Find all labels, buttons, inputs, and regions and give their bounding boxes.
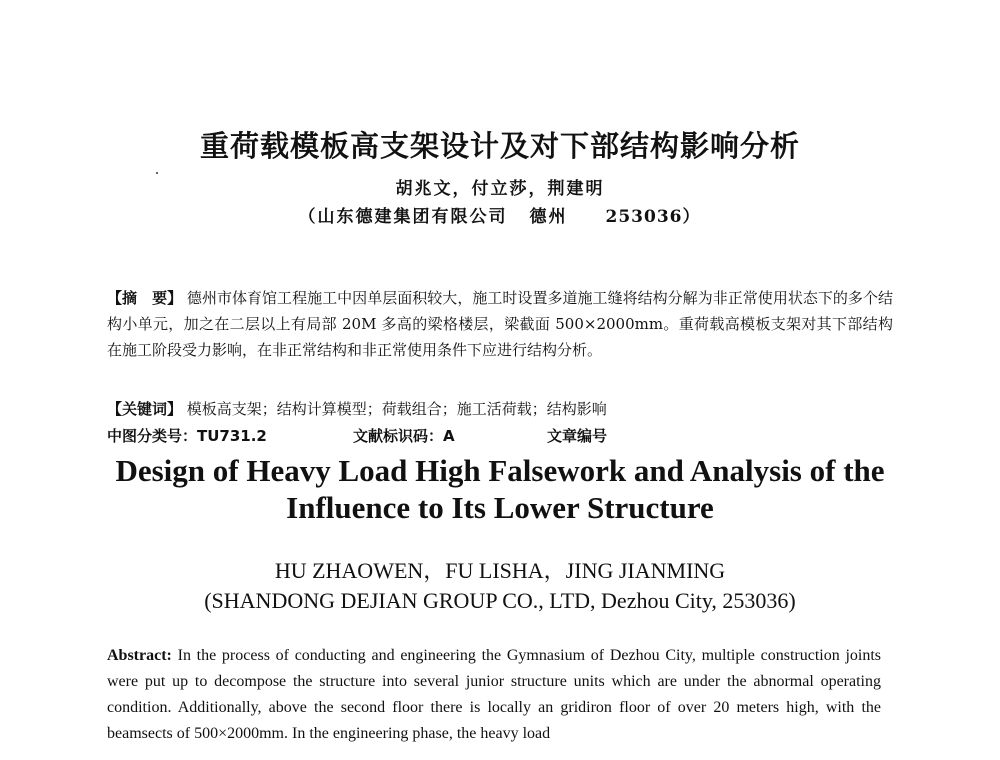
classification-line xyxy=(107,423,893,449)
chinese-abstract-text: 德州市体育馆工程施工中因单层面积较大，施工时设置多道施工缝将结构分解为非正常使用状态下的多个结构小单元，加之在二层以上有局部 20M 多高的梁格楼层，梁截面 500×2000mm。重荷载高模板支架对其下部结构在施工阶段受力影响，在非正常结构和非正常使用条件下应进行结构分析。 xyxy=(107,289,893,359)
english-abstract-label: Abstract: xyxy=(107,647,172,664)
clc-number: 中图分类号：TU731.2 xyxy=(107,427,267,445)
affiliation-organization: 山东德建集团有限公司 xyxy=(317,207,508,227)
english-title: Design of Heavy Load High Falsework and Analysis of the Influence to Its Lower Structure xyxy=(115,453,885,525)
affiliation-open-paren: （ xyxy=(298,207,318,227)
english-abstract-text: In the process of conducting and engineering the Gymnasium of Dezhou City, multiple construction joints were put up to decompose the structure into several junior structure units which are under the abnormal operating condition. Additionally, above the second floor there is locally an gridiron floor of over 20 meters high, with the beamsects of 500×2000mm. In the engineering phase, the heavy load xyxy=(107,647,882,742)
english-affiliation: (SHANDONG DEJIAN GROUP CO., LTD, Dezhou City, 253036) xyxy=(204,588,796,613)
article-number: 文章编号 xyxy=(547,427,608,445)
affiliation-close-paren: ） xyxy=(682,207,702,227)
chinese-authors: 胡兆文，付立莎，荆建明 xyxy=(395,179,605,199)
chinese-abstract-label: 【摘 要】 xyxy=(107,289,183,307)
affiliation-postcode: 253036 xyxy=(605,207,683,227)
document-code: 文献标识码：A xyxy=(353,427,455,445)
chinese-abstract xyxy=(107,285,893,363)
chinese-keywords xyxy=(107,396,893,422)
chinese-affiliation xyxy=(0,202,1000,227)
chinese-title: 重荷载模板高支架设计及对下部结构影响分析 xyxy=(199,129,800,163)
english-authors: HU ZHAOWEN，FU LISHA，JING JIANMING xyxy=(274,558,726,583)
chinese-keywords-label: 【关键词】 xyxy=(107,400,183,418)
chinese-keywords-text: 模板高支架；结构计算模型；荷载组合；施工活荷载；结构影响 xyxy=(186,400,607,418)
english-abstract xyxy=(107,643,881,747)
affiliation-city: 德州 xyxy=(529,207,568,227)
